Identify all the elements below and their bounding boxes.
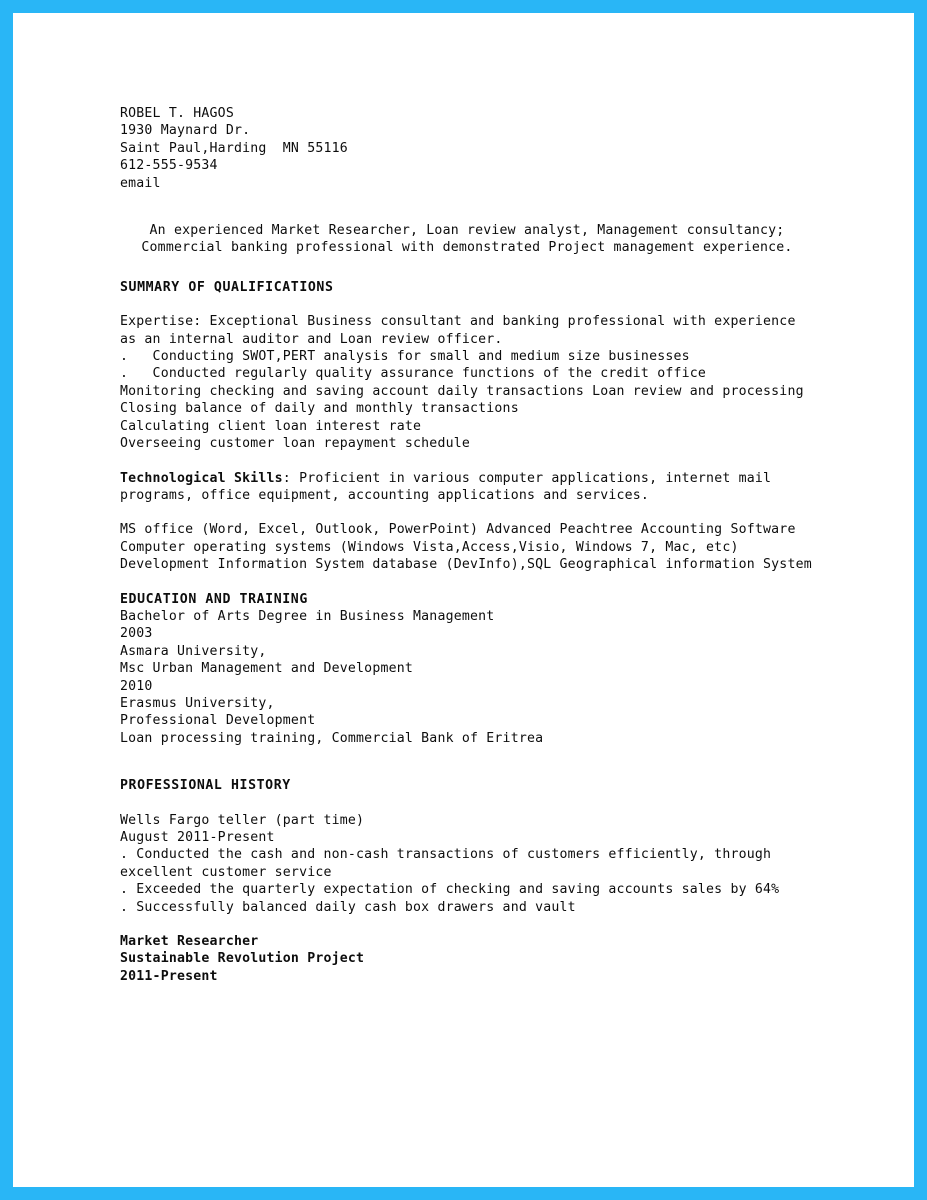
job-title: Wells Fargo teller (part time) — [120, 812, 365, 828]
job-dates: August 2011-Present — [120, 830, 275, 845]
job-company: Sustainable Revolution Project — [120, 951, 365, 967]
education-line: 2010 — [120, 678, 153, 694]
summary-paragraph: Monitoring checking and saving account daily transactions Loan review and processing — [120, 383, 804, 399]
resume-page — [13, 13, 914, 1187]
spacer — [120, 296, 818, 313]
job-dates: 2011-Present — [120, 968, 218, 984]
objective-statement: An experienced Market Researcher, Loan review analyst, Management consultancy; Commercial banking professional with demonstrated Project management experience. — [141, 223, 793, 256]
spacer — [120, 795, 818, 812]
spacer — [120, 192, 818, 222]
job-title: Market Researcher — [120, 934, 259, 950]
education-line: Erasmus University, — [120, 695, 275, 711]
spacer — [120, 574, 818, 591]
section-heading-professional-history: PROFESSIONAL HISTORY — [120, 778, 291, 794]
education-line: Msc Urban Management and Development — [120, 661, 414, 677]
education-line: Professional Development — [120, 713, 316, 729]
education-line: 2003 — [120, 626, 153, 642]
skills-detail-paragraph: MS office (Word, Excel, Outlook, PowerPoint) Advanced Peachtree Accounting Software Computer operating systems (Windows Vista,Access,Visio, Windows 7, Mac, etc) Development Information System database (DevInfo),SQL Geographical information System — [120, 522, 812, 573]
summary-bullet: . Conducted regularly quality assurance functions of the credit office — [120, 366, 707, 382]
spacer — [120, 916, 818, 933]
summary-bullet: . Conducting SWOT,PERT analysis for small and medium size businesses — [120, 349, 690, 365]
summary-paragraph: Expertise: Exceptional Business consultant and banking professional with experience as an internal auditor and Loan review officer. — [120, 314, 804, 347]
job-bullet: . Successfully balanced daily cash box drawers and vault — [120, 899, 576, 915]
spacer — [120, 747, 818, 777]
email-address: email — [120, 175, 161, 191]
phone-number: 612-555-9534 — [120, 158, 218, 174]
section-heading-education: EDUCATION AND TRAINING — [120, 591, 308, 607]
address-line-2: Saint Paul,Harding MN 55116 — [120, 140, 348, 156]
spacer — [120, 504, 818, 521]
resume-body — [120, 105, 818, 985]
section-heading-summary: SUMMARY OF QUALIFICATIONS — [120, 279, 334, 295]
address-line-1: 1930 Maynard Dr. — [120, 123, 251, 139]
education-line: Bachelor of Arts Degree in Business Management — [120, 608, 495, 624]
summary-paragraph: Overseeing customer loan repayment schedule — [120, 436, 471, 452]
spacer — [120, 257, 818, 279]
technological-skills-text: : Proficient in various computer applications, internet mail programs, office equipment, accounting applications and services. — [120, 470, 780, 503]
job-bullet: . Exceeded the quarterly expectation of checking and saving accounts sales by 64% — [120, 882, 780, 898]
education-line: Asmara University, — [120, 643, 267, 659]
summary-paragraph: Calculating client loan interest rate — [120, 418, 422, 434]
candidate-name: ROBEL T. HAGOS — [120, 106, 234, 121]
summary-paragraph: Closing balance of daily and monthly transactions — [120, 401, 519, 417]
job-bullet: . Conducted the cash and non-cash transactions of customers efficiently, through excellent customer service — [120, 847, 780, 880]
education-line: Loan processing training, Commercial Bank of Eritrea — [120, 730, 544, 746]
technological-skills-line — [120, 470, 818, 505]
technological-skills-label: Technological Skills — [120, 470, 283, 486]
spacer — [120, 453, 818, 470]
